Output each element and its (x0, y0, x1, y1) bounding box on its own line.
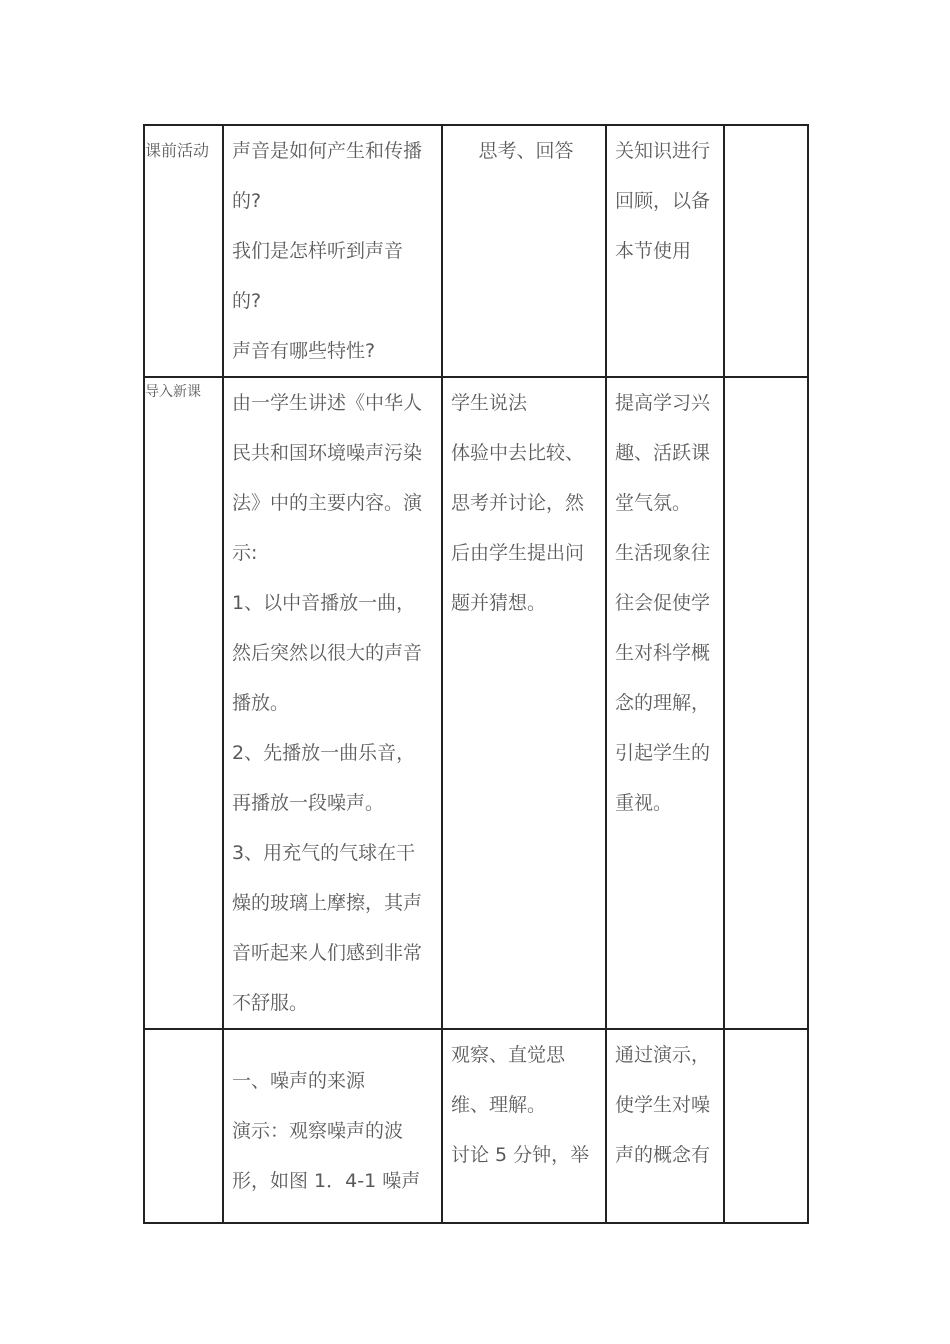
teacher-activity-cell (223, 1029, 442, 1223)
text-line: 法》中的主要内容。演 (232, 492, 423, 514)
teacher-activity-cell (223, 125, 442, 377)
text-line: 然后突然以很大的声音 (232, 642, 423, 664)
text-line: 燥的玻璃上摩擦，其声 (232, 892, 423, 914)
text-line: 重视。 (615, 792, 673, 814)
text-line: 示: (232, 542, 258, 564)
text-line: 生活现象往 (615, 542, 711, 564)
text-line: 往会促使学 (615, 592, 711, 614)
text-line: 思考并讨论，然 (451, 492, 585, 514)
text-line: 关知识进行 (615, 140, 711, 162)
text-line: 声的概念有 (615, 1144, 711, 1166)
lesson-plan-table (143, 124, 809, 1224)
note-cell (724, 1029, 808, 1223)
text-line: 3、用充气的气球在干 (232, 842, 416, 864)
text-line: 堂气氛。 (615, 492, 692, 514)
student-activity-cell (442, 125, 606, 377)
note-cell (724, 125, 808, 377)
text-line: 趣、活跃课 (615, 442, 711, 464)
design-intent-cell (606, 1029, 724, 1223)
text-line: 本节使用 (615, 240, 692, 262)
student-activity-cell (442, 1029, 606, 1223)
text-line: 演示：观察噪声的波 (232, 1120, 404, 1142)
text-line: 我们是怎样听到声音 (232, 240, 404, 262)
text-line: 后由学生提出问 (451, 542, 585, 564)
text-line: 回顾，以备 (615, 190, 711, 212)
text-line: 提高学习兴 (615, 392, 711, 414)
design-intent-cell (606, 125, 724, 377)
text-line: 播放。 (232, 692, 290, 714)
text-line: 体验中去比较、 (451, 442, 585, 464)
stage-cell (144, 377, 223, 1029)
text-line: 通过演示， (615, 1044, 711, 1066)
text-line: 的? (232, 190, 262, 212)
stage-cell (144, 1029, 223, 1223)
text-line: 音听起来人们感到非常 (232, 942, 423, 964)
text-line: 引起学生的 (615, 742, 711, 764)
text-line: 2、先播放一曲乐音， (232, 742, 416, 764)
text-line: 声音是如何产生和传播 (232, 140, 423, 162)
text-line: 观察、直觉思 (451, 1044, 566, 1066)
table-row (144, 125, 808, 377)
teacher-activity-cell (223, 377, 442, 1029)
text-line: 思考、回答 (478, 140, 574, 162)
text-line: 民共和国环境噪声污染 (232, 442, 423, 464)
text-line: 再播放一段噪声。 (232, 792, 385, 814)
text-line: 讨论 5 分钟，举 (451, 1144, 590, 1166)
stage-cell (144, 125, 223, 377)
text-line: 不舒服。 (232, 992, 309, 1014)
text-line: 的? (232, 290, 262, 312)
stage-label: 导入新课 (145, 384, 201, 400)
text-line: 1、以中音播放一曲， (232, 592, 416, 614)
text-line: 学生说法 (451, 392, 528, 414)
text-line: 一、噪声的来源 (232, 1070, 366, 1092)
student-activity-cell (442, 377, 606, 1029)
text-line: 题并猜想。 (451, 592, 547, 614)
table-row (144, 377, 808, 1029)
text-line: 生对科学概 (615, 642, 711, 664)
text-line: 使学生对噪 (615, 1094, 711, 1116)
note-cell (724, 377, 808, 1029)
stage-label: 课前活动 (145, 141, 210, 160)
table-row (144, 1029, 808, 1223)
text-line: 念的理解， (615, 692, 711, 714)
text-line: 维、理解。 (451, 1094, 547, 1116)
design-intent-cell (606, 377, 724, 1029)
text-line: 声音有哪些特性? (232, 340, 376, 362)
text-line: 由一学生讲述《中华人 (232, 392, 423, 414)
text-line: 形，如图 1．4-1 噪声 (232, 1170, 421, 1192)
